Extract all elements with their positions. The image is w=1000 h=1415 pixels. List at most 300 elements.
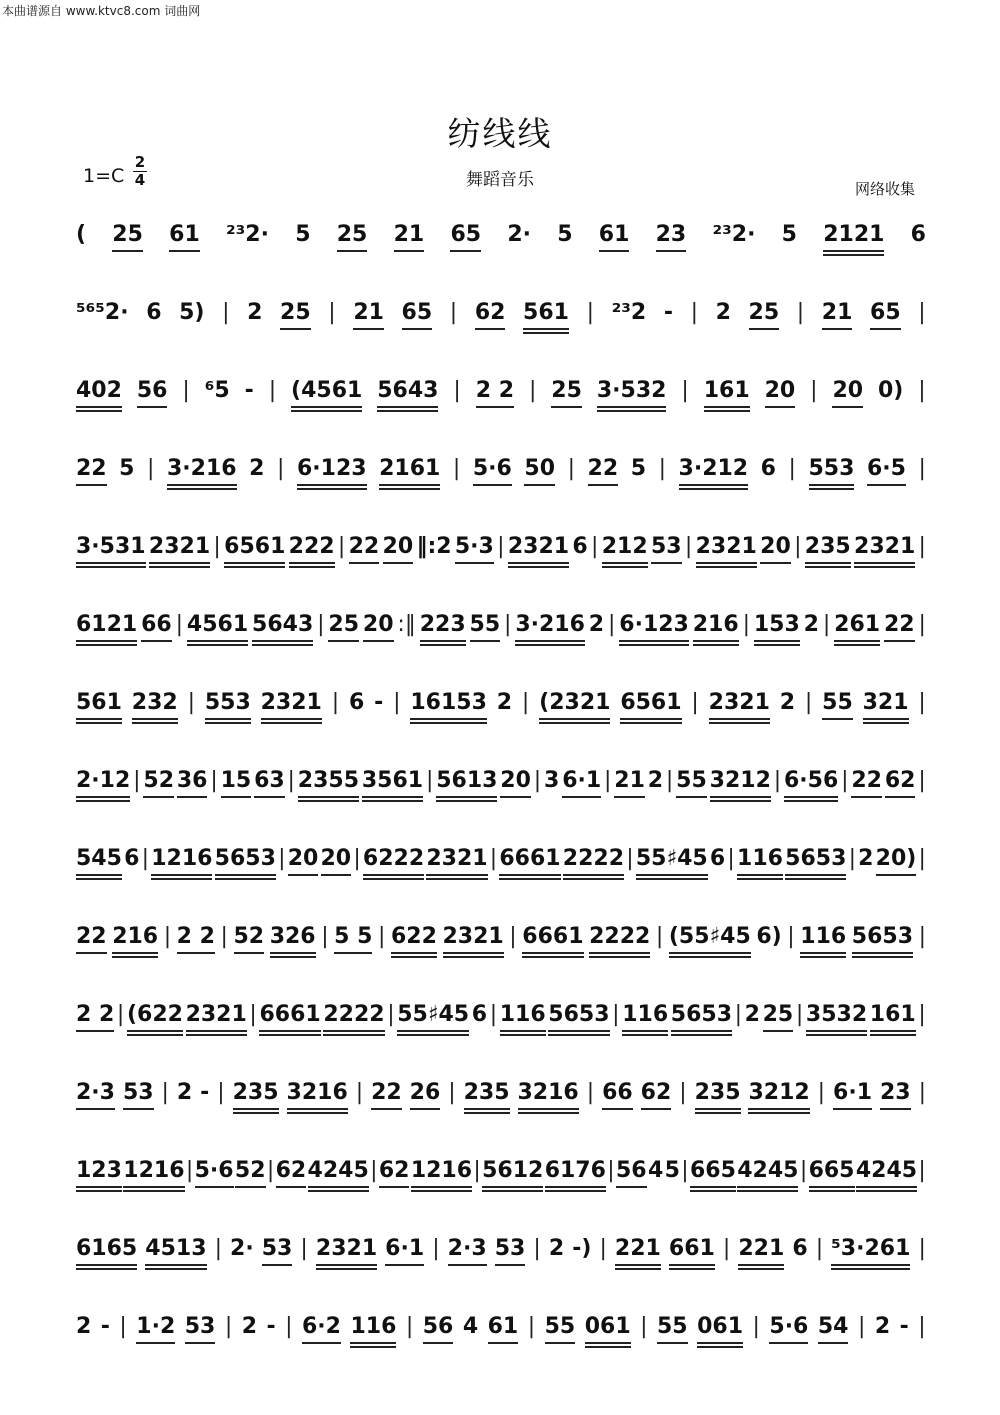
note-group: 6·1: [562, 766, 601, 802]
bar-line: |: [393, 690, 401, 715]
note-group: 55: [545, 1312, 576, 1348]
note-group: 6·123: [619, 610, 689, 646]
note-group: 561: [76, 688, 122, 724]
eighth-note-underline: [334, 952, 372, 954]
note-group: 2: [874, 1314, 891, 1339]
sixteenth-note-underline: [112, 956, 158, 958]
note-group: 6561: [224, 532, 285, 568]
source-credit: 网络收集: [855, 180, 916, 198]
bar-line: |: [681, 1158, 689, 1183]
staff-row: [76, 766, 926, 802]
note-group: 6176: [545, 1156, 606, 1192]
eighth-note-underline: [500, 796, 531, 798]
eighth-note-underline: [397, 1030, 469, 1032]
note-group: 216: [112, 922, 158, 958]
note-group: 161: [704, 376, 750, 412]
note-group: 5·6: [769, 1312, 808, 1348]
eighth-note-underline: [143, 796, 174, 798]
eighth-note-underline: [215, 874, 276, 876]
bar-line: |: [147, 456, 155, 481]
note-group: ²³2·: [226, 222, 269, 247]
bar-line: |: [918, 1236, 926, 1261]
note-group: (622: [127, 1000, 183, 1036]
note-group: 116: [350, 1312, 396, 1348]
sixteenth-note-underline: [411, 1190, 472, 1192]
sixteenth-note-underline: [270, 956, 316, 958]
eighth-note-underline: [371, 1108, 402, 1110]
note-group: ²³2·: [712, 222, 756, 247]
eighth-note-underline: [614, 796, 645, 798]
eighth-note-underline: [475, 328, 506, 330]
note-group: 116: [500, 1000, 546, 1036]
bar-line: |: [527, 1314, 536, 1339]
note-group: 16153: [410, 688, 487, 724]
eighth-note-underline: [420, 640, 466, 642]
eighth-note-underline: [76, 1030, 114, 1032]
note-group: 5643: [377, 376, 438, 412]
eighth-note-underline: [500, 1030, 546, 1032]
staff-row: [76, 376, 926, 412]
eighth-note-underline: [818, 1342, 849, 1344]
note-group: 22: [371, 1078, 402, 1114]
note-group: -): [572, 1236, 592, 1261]
eighth-note-underline: [880, 1108, 911, 1110]
note-group: 2: [241, 1314, 258, 1339]
eighth-note-underline: [523, 328, 569, 330]
eighth-note-underline: [383, 562, 414, 564]
sixteenth-note-underline: [737, 1190, 798, 1192]
eighth-note-underline: [76, 640, 137, 642]
sixteenth-note-underline: [123, 1190, 184, 1192]
note-group: 3216: [518, 1078, 579, 1114]
bar-line: |: [528, 378, 537, 403]
eighth-note-underline: [822, 328, 853, 330]
note-group: 2·: [507, 222, 531, 247]
note-group: 6·1: [833, 1078, 872, 1114]
bar-line: |: [734, 1002, 743, 1027]
eighth-note-underline: [177, 796, 208, 798]
note-group: 1·2: [136, 1312, 175, 1348]
bar-line: |: [626, 846, 634, 871]
bar-line: |: [473, 1158, 481, 1183]
bar-line: |: [220, 924, 228, 949]
note-group: 22: [349, 532, 380, 568]
note-group: 65: [870, 298, 901, 334]
eighth-note-underline: [831, 1264, 910, 1266]
sixteenth-note-underline: [391, 956, 437, 958]
bar-line: |: [133, 768, 141, 793]
note-group: 52: [235, 1156, 266, 1192]
note-group: 56: [616, 1156, 647, 1192]
sixteenth-note-underline: [167, 488, 237, 490]
bar-line: |: [328, 300, 336, 325]
eighth-note-underline: [657, 1342, 688, 1344]
note-group: 22: [588, 454, 619, 490]
eighth-note-underline: [362, 796, 423, 798]
note-group: 4513: [145, 1234, 206, 1270]
note-group: 2355: [298, 766, 359, 802]
note-group: 2321: [261, 688, 322, 724]
note-group: 5653: [852, 922, 913, 958]
note-group: 61: [488, 1312, 519, 1348]
eighth-note-underline: [616, 1186, 647, 1188]
eighth-note-underline: [259, 1030, 320, 1032]
note-group: 2222: [589, 922, 650, 958]
bar-line: |: [918, 1314, 926, 1339]
eighth-note-underline: [302, 1342, 341, 1344]
note-group: 25: [328, 610, 359, 646]
eighth-note-underline: [754, 640, 800, 642]
note-group: 20): [876, 844, 917, 880]
eighth-note-underline: [806, 1030, 867, 1032]
note-group: 5·6: [473, 454, 512, 490]
eighth-note-underline: [669, 1264, 715, 1266]
note-group: 153: [754, 610, 800, 646]
note-group: 50: [524, 454, 555, 490]
eighth-note-underline: [785, 874, 846, 876]
eighth-note-underline: [539, 718, 610, 720]
eighth-note-underline: [870, 328, 901, 330]
sixteenth-note-underline: [690, 1190, 736, 1192]
bar-line: |: [141, 846, 150, 871]
sixteenth-note-underline: [695, 1112, 741, 1114]
note-group: 62: [475, 298, 506, 334]
eighth-note-underline: [473, 484, 512, 486]
sixteenth-note-underline: [233, 1112, 279, 1114]
bar-line: |: [504, 612, 512, 637]
eighth-note-underline: [379, 484, 440, 486]
eighth-note-underline: [697, 1342, 743, 1344]
staff-line: [76, 1234, 926, 1274]
eighth-note-underline: [289, 562, 335, 564]
eighth-note-underline: [224, 562, 285, 564]
eighth-note-underline: [748, 1108, 809, 1110]
staff-line: [76, 610, 926, 650]
note-group: 6·1: [385, 1234, 424, 1270]
note-group: 6·56: [784, 766, 838, 802]
note-group: 20: [500, 766, 531, 802]
eighth-note-underline: [622, 1030, 668, 1032]
sixteenth-note-underline: [443, 956, 504, 958]
eighth-note-underline: [488, 1342, 519, 1344]
bar-line: |: [387, 1002, 395, 1027]
bar-line: |: [370, 1158, 378, 1183]
sixteenth-note-underline: [697, 1346, 743, 1348]
note-group: 2321: [149, 532, 210, 568]
eighth-note-underline: [235, 1186, 266, 1188]
sixteenth-note-underline: [518, 1112, 579, 1114]
note-group: 235: [695, 1078, 741, 1114]
eighth-note-underline: [455, 562, 494, 564]
sixteenth-note-underline: [636, 878, 708, 880]
note-group: 6: [124, 846, 140, 871]
sixteenth-note-underline: [308, 1190, 369, 1192]
note-group: 21: [394, 220, 425, 256]
note-group: 25: [551, 376, 582, 412]
note-group: 55: [657, 1312, 688, 1348]
note-group: 3532: [806, 1000, 867, 1036]
note-group: 4: [647, 1158, 664, 1183]
note-group: 20: [765, 376, 796, 412]
note-group: 6561: [620, 688, 681, 724]
sixteenth-note-underline: [291, 410, 362, 412]
eighth-note-underline: [76, 1186, 122, 1188]
bar-line: |: [187, 690, 195, 715]
eighth-note-underline: [186, 1030, 247, 1032]
note-group: 123: [76, 1156, 122, 1192]
staff-line: [76, 1312, 926, 1352]
note-group: 553: [809, 454, 855, 490]
sixteenth-note-underline: [76, 410, 122, 412]
note-group: 62: [379, 1156, 410, 1192]
note-group: 23: [880, 1078, 911, 1114]
sixteenth-note-underline: [379, 488, 440, 490]
eighth-note-underline: [832, 406, 863, 408]
note-group: 232: [132, 688, 178, 724]
bar-line: |: [799, 1158, 808, 1183]
staff-row: [76, 610, 926, 646]
sixteenth-note-underline: [420, 644, 466, 646]
eighth-note-underline: [262, 1264, 293, 1266]
sixteenth-note-underline: [436, 800, 497, 802]
sixteenth-note-underline: [76, 1268, 137, 1270]
note-group: 3·216: [515, 610, 585, 646]
sixteenth-note-underline: [870, 1034, 916, 1036]
eighth-note-underline: [585, 1342, 631, 1344]
eighth-note-underline: [76, 796, 130, 798]
note-group: 222: [289, 532, 335, 568]
note-group: 6: [792, 1236, 808, 1261]
eighth-note-underline: [377, 406, 438, 408]
note-group: 6): [756, 924, 782, 949]
sixteenth-note-underline: [693, 644, 739, 646]
note-group: 2: [779, 690, 796, 715]
sixteenth-note-underline: [508, 566, 569, 568]
eighth-note-underline: [112, 952, 158, 954]
eighth-note-underline: [482, 1186, 543, 1188]
bar-line: |: [788, 456, 796, 481]
note-group: 4245: [856, 1156, 917, 1192]
note-group: 221: [615, 1234, 661, 1270]
sixteenth-note-underline: [671, 1034, 732, 1036]
note-group: 6: [471, 1002, 488, 1027]
eighth-note-underline: [710, 796, 771, 798]
eighth-note-underline: [769, 1342, 808, 1344]
eighth-note-underline: [137, 406, 168, 408]
note-group: 36: [177, 766, 208, 802]
sixteenth-note-underline: [863, 722, 909, 724]
note-group: 22: [76, 454, 107, 490]
eighth-note-underline: [545, 1342, 576, 1344]
bar-line: |: [918, 456, 926, 481]
note-group: 53: [651, 532, 682, 568]
eighth-note-underline: [508, 562, 569, 564]
eighth-note-underline: [524, 484, 555, 486]
note-group: 25: [763, 1000, 794, 1036]
note-group: 1216: [411, 1156, 472, 1192]
bar-line: |: [278, 846, 286, 871]
bar-line: |: [533, 768, 542, 793]
eighth-note-underline: [884, 640, 915, 642]
note-group: 5: [295, 222, 311, 247]
eighth-note-underline: [834, 640, 880, 642]
note-group: 2·3: [448, 1234, 487, 1270]
note-group: 5·6: [195, 1156, 234, 1192]
note-group: 6: [760, 456, 776, 481]
eighth-note-underline: [885, 796, 916, 798]
bar-line: |: [918, 1002, 926, 1027]
eighth-note-underline: [379, 1186, 410, 1188]
staff-row: [76, 922, 926, 958]
sixteenth-note-underline: [679, 488, 749, 490]
sixteenth-note-underline: [289, 566, 335, 568]
note-group: 3·216: [167, 454, 237, 490]
eighth-note-underline: [149, 562, 210, 564]
bar-line: |: [277, 456, 285, 481]
sixteenth-note-underline: [259, 1034, 320, 1036]
bar-line: |: [918, 846, 926, 871]
note-group: 5: [781, 222, 797, 247]
note-group: 52: [143, 766, 174, 802]
note-group: 5: [664, 1158, 680, 1183]
note-group: 116: [737, 844, 783, 880]
eighth-note-underline: [252, 640, 313, 642]
eighth-note-underline: [112, 250, 143, 252]
note-group: 5643: [252, 610, 313, 646]
bar-line: |: [453, 378, 461, 403]
note-group: 116: [622, 1000, 668, 1036]
note-group: 321: [863, 688, 909, 724]
key-signature: 1=C: [83, 165, 125, 187]
sixteenth-note-underline: [363, 878, 424, 880]
eighth-note-underline: [448, 1264, 487, 1266]
bar-line: |: [612, 1002, 620, 1027]
sixteenth-note-underline: [500, 1034, 546, 1036]
note-group: 22: [851, 766, 882, 802]
bar-line: |: [317, 612, 325, 637]
note-group: 5613: [436, 766, 497, 802]
note-group: 2: [247, 300, 263, 325]
eighth-note-underline: [298, 796, 359, 798]
sixteenth-note-underline: [149, 566, 210, 568]
note-group: 661: [669, 1234, 715, 1270]
note-group: 23: [656, 220, 687, 256]
note-group: 2: [803, 612, 819, 637]
eighth-note-underline: [760, 562, 791, 564]
bar-line: |: [586, 300, 595, 325]
note-group: 5653: [548, 1000, 609, 1036]
note-group: -: [266, 1314, 276, 1339]
note-group: 5: [557, 222, 573, 247]
note-group: 061: [697, 1312, 743, 1348]
note-group: 6: [910, 222, 926, 247]
sixteenth-note-underline: [523, 332, 569, 334]
bar-line: |: [918, 690, 926, 715]
note-group: 116: [800, 922, 846, 958]
note-group: 5 5: [334, 922, 372, 958]
sixteenth-note-underline: [482, 1190, 543, 1192]
eighth-note-underline: [233, 1108, 279, 1110]
note-group: 5653: [671, 1000, 732, 1036]
note-group: 2321: [508, 532, 569, 568]
eighth-note-underline: [709, 718, 770, 720]
note-group: 261: [834, 610, 880, 646]
note-group: 55♯45: [397, 1000, 469, 1036]
note-group: 22: [76, 922, 107, 958]
bar-line: |: [405, 1314, 414, 1339]
note-group: 3·531: [76, 532, 146, 568]
sixteenth-note-underline: [298, 800, 359, 802]
bar-line: |: [599, 1236, 607, 1261]
sixteenth-note-underline: [545, 1190, 606, 1192]
eighth-note-underline: [551, 406, 582, 408]
eighth-note-underline: [136, 1342, 175, 1344]
eighth-note-underline: [221, 796, 252, 798]
note-group: 2: [715, 300, 731, 325]
eighth-note-underline: [749, 328, 780, 330]
eighth-note-underline: [615, 1264, 661, 1266]
eighth-note-underline: [195, 1186, 234, 1188]
staff-row: [76, 298, 926, 334]
eighth-note-underline: [288, 874, 319, 876]
note-group: 2: [496, 690, 513, 715]
sixteenth-note-underline: [704, 410, 750, 412]
note-group: 0): [878, 378, 904, 403]
note-group: 2121: [823, 220, 884, 256]
sixteenth-note-underline: [76, 644, 137, 646]
sixteenth-note-underline: [615, 1268, 661, 1270]
note-group: 25: [280, 298, 311, 334]
bar-line: |: [690, 300, 698, 325]
note-group: 622: [391, 922, 437, 958]
note-group: 553: [205, 688, 251, 724]
staff-line: [76, 1078, 926, 1118]
note-group: ⁵3·261: [831, 1234, 910, 1270]
note-group: 54: [818, 1312, 849, 1348]
bar-line: |: [665, 768, 674, 793]
eighth-note-underline: [495, 1264, 526, 1266]
sixteenth-note-underline: [76, 878, 122, 880]
eighth-note-underline: [76, 718, 122, 720]
bar-line: |: [533, 1236, 541, 1261]
staff-row: [76, 1000, 926, 1036]
note-group: 20: [321, 844, 352, 880]
bar-line: |: [752, 1314, 760, 1339]
note-group: 1216: [123, 1156, 184, 1192]
eighth-note-underline: [76, 952, 107, 954]
note-group: 66: [602, 1078, 633, 1114]
eighth-note-underline: [619, 640, 689, 642]
bar-line: |: [448, 1080, 456, 1105]
bar-line: |: [841, 768, 849, 793]
eighth-note-underline: [852, 952, 913, 954]
eighth-note-underline: [76, 406, 122, 408]
bar-line: |: [787, 924, 795, 949]
note-group: 161: [870, 1000, 916, 1036]
sixteenth-note-underline: [709, 722, 770, 724]
note-group: 65: [402, 298, 433, 334]
staff-row: [76, 688, 926, 724]
sixteenth-note-underline: [522, 956, 583, 958]
bar-line: |: [222, 300, 230, 325]
staff-line: [76, 1000, 926, 1040]
note-group: 5: [630, 456, 647, 481]
note-group: -: [374, 690, 384, 715]
eighth-note-underline: [876, 874, 917, 876]
sixteenth-note-underline: [809, 488, 855, 490]
bar-line: |: [857, 1314, 866, 1339]
bar-line: |: [691, 690, 699, 715]
